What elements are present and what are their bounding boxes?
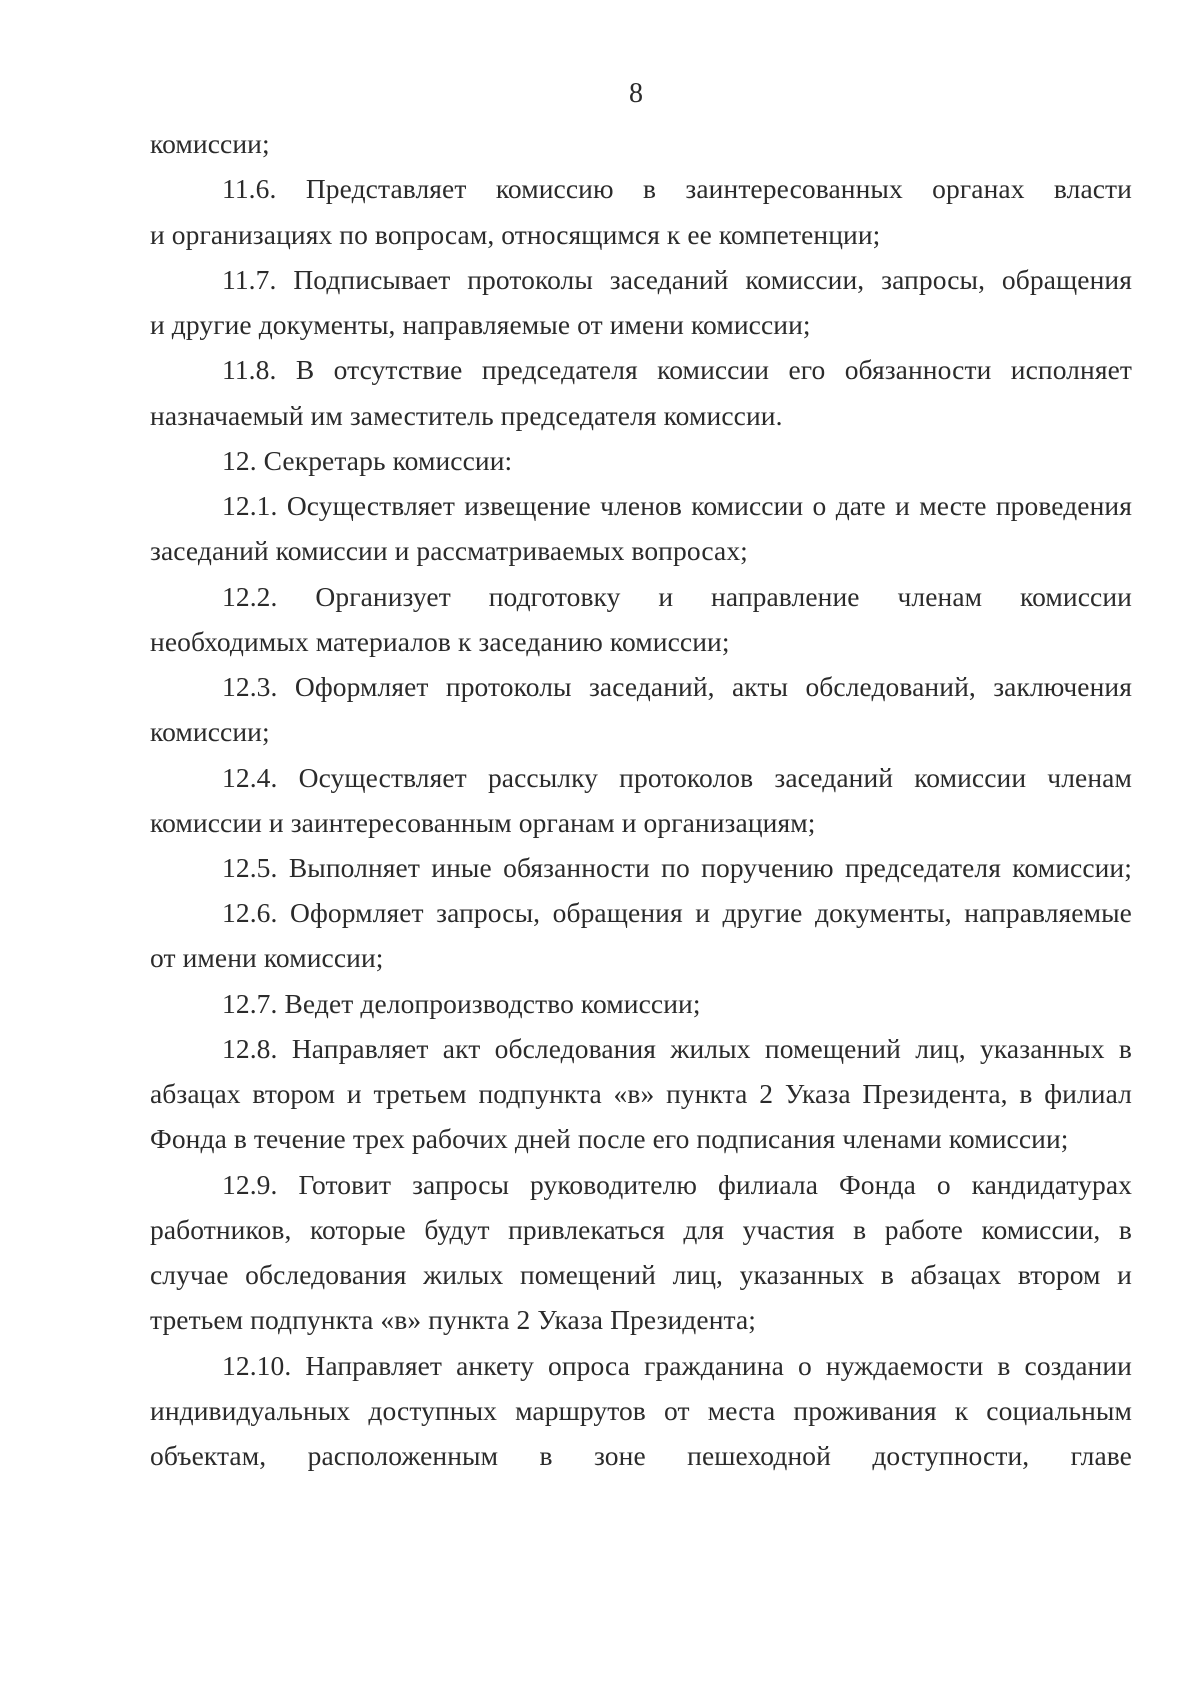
text-line: 12.7. Ведет делопроизводство комиссии;: [222, 988, 701, 1019]
text-line: комиссии;: [150, 716, 270, 747]
page-number: 8: [628, 78, 644, 109]
text-line: индивидуальных доступных маршрутов от места проживания к социальным: [150, 1395, 1132, 1426]
text-line: 12.1. Осуществляет извещение членов комиссии о дате и месте проведения: [222, 490, 1132, 521]
text-line: необходимых материалов к заседанию комиссии;: [150, 626, 730, 657]
text-line: Фонда в течение трех рабочих дней после его подписания членами комиссии;: [150, 1123, 1069, 1154]
text-line: 12.10. Направляет анкету опроса гражданина о нуждаемости в создании: [222, 1350, 1132, 1381]
text-line: 12.8. Направляет акт обследования жилых помещений лиц, указанных в: [222, 1033, 1132, 1064]
text-line: 12.5. Выполняет иные обязанности по поручению председателя комиссии;: [222, 852, 1132, 883]
text-line: от имени комиссии;: [150, 942, 384, 973]
text-line: комиссии;: [150, 128, 270, 159]
text-line: 12.4. Осуществляет рассылку протоколов заседаний комиссии членам: [222, 762, 1132, 793]
text-line: случае обследования жилых помещений лиц, указанных в абзацах втором и: [150, 1259, 1132, 1290]
text-line: 11.7. Подписывает протоколы заседаний комиссии, запросы, обращения: [222, 264, 1132, 295]
text-line: 12.3. Оформляет протоколы заседаний, акты обследований, заключения: [222, 671, 1132, 702]
text-line: объектам, расположенным в зоне пешеходной доступности, главе: [150, 1440, 1132, 1471]
text-line: абзацах втором и третьем подпункта «в» пункта 2 Указа Президента, в филиал: [150, 1078, 1132, 1109]
text-line: 11.6. Представляет комиссию в заинтересованных органах власти: [222, 173, 1132, 204]
text-line: 12.6. Оформляет запросы, обращения и другие документы, направляемые: [222, 897, 1132, 928]
text-line: 12. Секретарь комиссии:: [222, 445, 513, 476]
text-line: работников, которые будут привлекаться для участия в работе комиссии, в: [150, 1214, 1132, 1245]
text-line: 12.9. Готовит запросы руководителю филиала Фонда о кандидатурах: [222, 1169, 1132, 1200]
text-line: заседаний комиссии и рассматриваемых вопросах;: [150, 535, 748, 566]
text-line: назначаемый им заместитель председателя комиссии.: [150, 400, 783, 431]
text-line: 11.8. В отсутствие председателя комиссии его обязанности исполняет: [222, 354, 1132, 385]
text-line: третьем подпункта «в» пункта 2 Указа Президента;: [150, 1304, 757, 1335]
text-line: комиссии и заинтересованным органам и организациям;: [150, 807, 816, 838]
text-line: и организациях по вопросам, относящимся к ее компетенции;: [150, 219, 881, 250]
text-line: и другие документы, направляемые от имени комиссии;: [150, 309, 811, 340]
text-line: 12.2. Организует подготовку и направление членам комиссии: [222, 581, 1132, 612]
